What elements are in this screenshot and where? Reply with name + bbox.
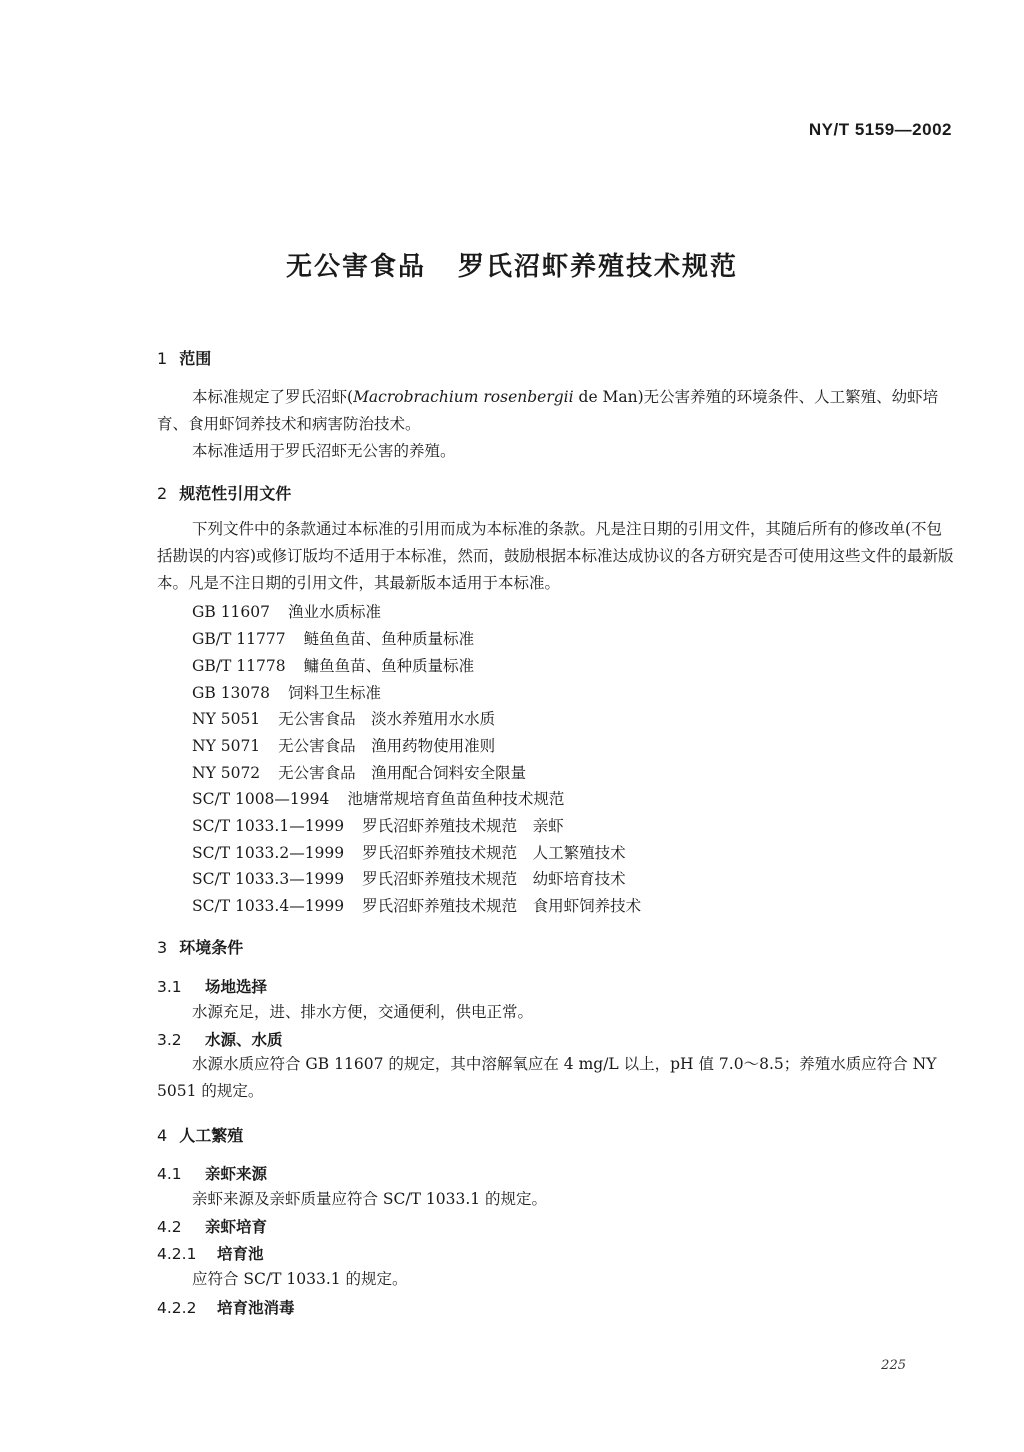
section-title: 范围 — [179, 349, 212, 368]
ref-code: SC/T 1033.4—1999 — [192, 897, 345, 915]
ref-code: SC/T 1033.2—1999 — [192, 844, 345, 862]
ref-code: NY 5051 — [192, 710, 261, 728]
section-number: 4 — [157, 1126, 168, 1145]
reference-item — [192, 867, 644, 889]
reference-item — [192, 894, 659, 916]
ref-name: 池塘常规培育鱼苗鱼种技术规范 — [347, 790, 565, 808]
ref-code: GB 13078 — [192, 684, 271, 702]
ref-code: GB/T 11777 — [192, 630, 286, 648]
subsection-3-2-heading — [157, 1028, 283, 1050]
section-1-heading — [157, 346, 211, 369]
ref-code: SC/T 1033.1—1999 — [192, 817, 345, 835]
subsection-title: 亲虾培育 — [205, 1218, 268, 1236]
section-2-heading — [157, 481, 291, 504]
section-title: 人工繁殖 — [179, 1126, 244, 1145]
reference-item — [192, 600, 399, 622]
reference-item — [192, 654, 492, 676]
section-title: 环境条件 — [179, 938, 244, 957]
section-title: 规范性引用文件 — [179, 484, 292, 503]
subsection-4-2-1-heading — [157, 1242, 264, 1264]
section-number: 2 — [157, 484, 168, 503]
ref-code: NY 5072 — [192, 764, 261, 782]
title-part-1: 无公害食品 — [285, 252, 426, 282]
reference-item — [192, 681, 399, 703]
subsection-4-2-heading — [157, 1215, 267, 1237]
page-number: 225 — [881, 1358, 906, 1373]
subsection-title: 培育池 — [217, 1245, 264, 1263]
section-2-paragraph-1: 下列文件中的条款通过本标准的引用而成为本标准的条款。凡是注日期的引用文件，其随后所有的修改单(不包括勘误的内容)或修订版均不适用于本标准，然而，鼓励根据本标准达成协议的各方研究是否可使用这些文件的最新版本。凡是不注日期的引用文件，其最新版本适用于本标准。 — [157, 520, 954, 592]
latin-name: Macrobrachium rosenbergii — [353, 388, 574, 406]
subsection-number: 4.2 — [157, 1218, 182, 1236]
subsection-4-2-2-heading — [157, 1296, 295, 1318]
ref-code: NY 5071 — [192, 737, 261, 755]
ref-name: 罗氏沼虾养殖技术规范 幼虾培育技术 — [362, 870, 626, 888]
ref-name: 饲料卫生标准 — [288, 684, 382, 702]
subsection-number: 4.1 — [157, 1165, 182, 1183]
subsection-3-1-text: 水源充足，进、排水方便，交通便利，供电正常。 — [192, 1003, 534, 1021]
title-part-2: 罗氏沼虾养殖技术规范 — [458, 252, 739, 282]
section-3-heading — [157, 935, 243, 958]
reference-item — [192, 734, 513, 756]
ref-code: GB 11607 — [192, 603, 271, 621]
text-run: de Man)无公害养殖的环境条件、人工繁殖、幼虾培育、食用虾饲养技术和病害防治技术。 — [157, 388, 939, 433]
ref-name: 无公害食品 渔用药物使用准则 — [278, 737, 496, 755]
subsection-4-1-heading — [157, 1162, 267, 1184]
subsection-title: 场地选择 — [205, 978, 268, 996]
subsection-number: 3.2 — [157, 1031, 182, 1049]
document-title — [0, 246, 1024, 283]
ref-name: 鳙鱼鱼苗、鱼种质量标准 — [303, 657, 475, 675]
subsection-3-2-text: 水源水质应符合 GB 11607 的规定，其中溶解氧应在 4 mg/L 以上，pH 值 7.0～8.5；养殖水质应符合 NY 5051 的规定。 — [157, 1055, 937, 1100]
subsection-title: 亲虾来源 — [205, 1165, 268, 1183]
reference-item — [192, 627, 492, 649]
subsection-4-2-1-text: 应符合 SC/T 1033.1 的规定。 — [192, 1270, 408, 1288]
section-1-paragraph-2: 本标准适用于罗氏沼虾无公害的养殖。 — [192, 442, 456, 460]
subsection-number: 4.2.2 — [157, 1299, 197, 1317]
subsection-title: 水源、水质 — [205, 1031, 283, 1049]
section-number: 3 — [157, 938, 168, 957]
subsection-number: 4.2.1 — [157, 1245, 197, 1263]
ref-name: 无公害食品 渔用配合饲料安全限量 — [278, 764, 527, 782]
section-4-heading — [157, 1123, 243, 1146]
text-run: 本标准规定了罗氏沼虾( — [192, 388, 354, 406]
ref-name: 无公害食品 淡水养殖用水水质 — [278, 710, 496, 728]
ref-name: 鲢鱼鱼苗、鱼种质量标准 — [303, 630, 475, 648]
ref-name: 罗氏沼虾养殖技术规范 亲虾 — [362, 817, 564, 835]
section-number: 1 — [157, 349, 168, 368]
subsection-4-1-text: 亲虾来源及亲虾质量应符合 SC/T 1033.1 的规定。 — [192, 1190, 548, 1208]
ref-code: SC/T 1033.3—1999 — [192, 870, 345, 888]
reference-item — [192, 761, 544, 783]
ref-code: SC/T 1008—1994 — [192, 790, 330, 808]
subsection-title: 培育池消毒 — [217, 1299, 295, 1317]
standard-code: NY/T 5159—2002 — [808, 120, 952, 139]
ref-code: GB/T 11778 — [192, 657, 286, 675]
ref-name: 罗氏沼虾养殖技术规范 食用虾饲养技术 — [362, 897, 642, 915]
reference-item — [192, 707, 513, 729]
section-1-paragraph-1 — [157, 384, 955, 438]
subsection-number: 3.1 — [157, 978, 182, 996]
reference-item — [192, 841, 644, 863]
ref-name: 渔业水质标准 — [288, 603, 382, 621]
subsection-3-1-heading — [157, 975, 267, 997]
ref-name: 罗氏沼虾养殖技术规范 人工繁殖技术 — [362, 844, 626, 862]
reference-item — [192, 814, 582, 836]
reference-item — [192, 787, 582, 809]
